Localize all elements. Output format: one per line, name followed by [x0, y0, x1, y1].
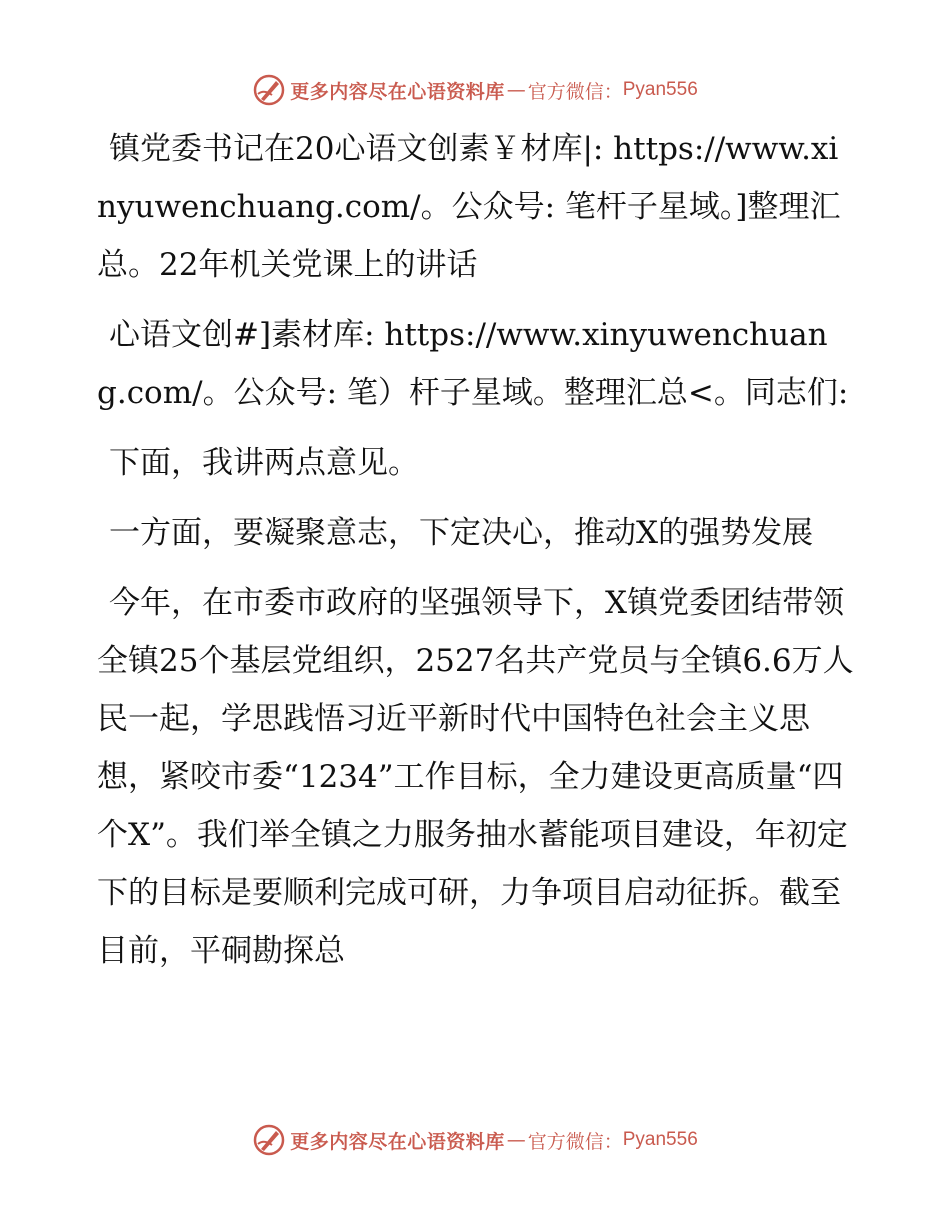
quill-pen-logo-icon — [252, 73, 286, 107]
footer-watermark-banner — [0, 1120, 950, 1160]
paragraph-greeting: 心语文创#]素材库: https://www.xinyuwenchuang.com/。公众号: 笔）杆子星域。整理汇总<。同志们: — [97, 317, 849, 411]
header-wechat-label: 官方微信： — [527, 80, 623, 103]
footer-wechat-label: 官方微信： — [527, 1130, 623, 1153]
header-wechat-id: Pyan556 — [622, 79, 698, 100]
paragraph-intro: 下面，我讲两点意见。 — [109, 445, 419, 481]
footer-wechat-id: Pyan556 — [622, 1129, 698, 1150]
header-banner-text: 更多内容尽在心语资料库 — [290, 80, 505, 103]
header-banner-separator: — — [506, 79, 526, 101]
header-watermark-banner — [0, 70, 950, 110]
footer-banner-text: 更多内容尽在心语资料库 — [290, 1130, 505, 1153]
paragraph-body: 今年，在市委市政府的坚强领导下，X镇党委团结带领全镇25个基层党组织，2527名共产党员与全镇6.6万人民一起，学思践悟习近平新时代中国特色社会主义思想，紧咬市委“1234”工作目标，全力建设更高质量“四个X”。我们举全镇之力服务抽水蓄能项目建设，年初定下的目标是要顺利完成可研，力争项目启动征拆。截至目前，平硐勘探总 — [97, 585, 854, 969]
paragraph-title: 镇党委书记在20心语文创素￥材库|: https://www.xinyuwenchuang.com/。公众号: 笔杆子星域。]整理汇总。22年机关党课上的讲话 — [97, 131, 841, 283]
footer-banner-separator: — — [506, 1129, 526, 1151]
paragraph-section-heading: 一方面，要凝聚意志，下定决心，推动X的强势发展 — [109, 515, 814, 551]
document-body — [97, 120, 857, 992]
quill-pen-logo-icon — [252, 1123, 286, 1157]
